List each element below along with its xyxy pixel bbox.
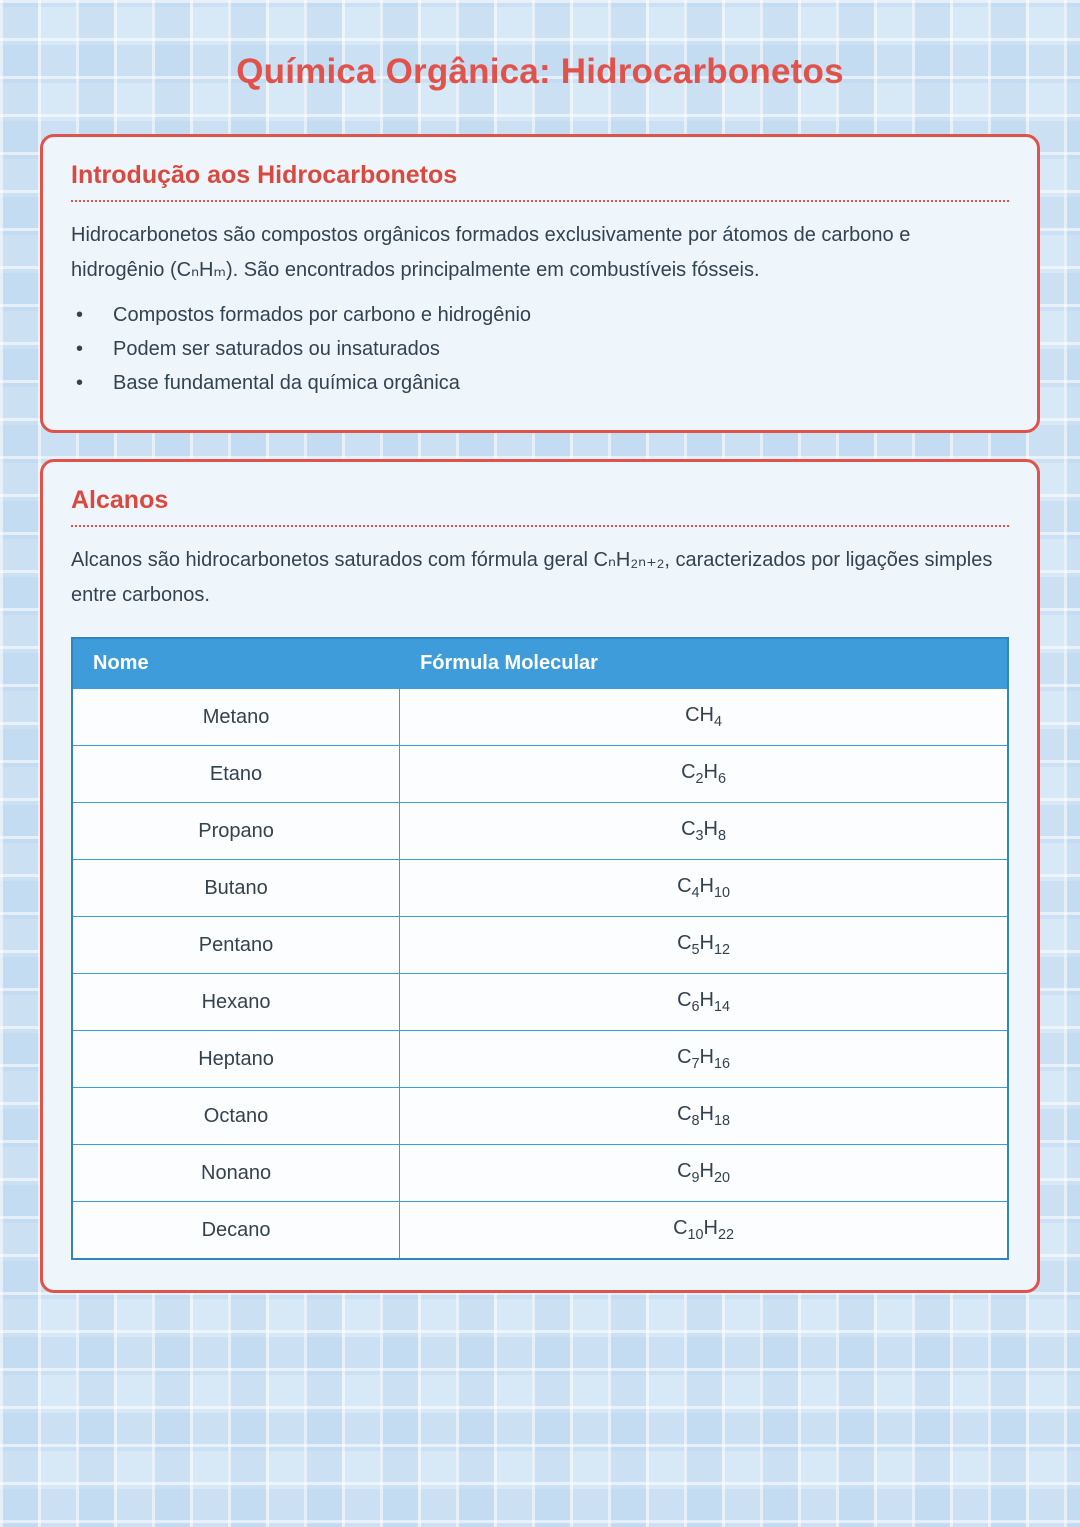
- table-row: [72, 917, 1008, 974]
- alkane-name-cell: Nonano: [72, 1145, 400, 1202]
- alkane-formula-cell: $C_3H_8$: [400, 803, 1008, 860]
- alkane-formula-cell: $C_9H_{20}$: [400, 1145, 1008, 1202]
- table-row: [72, 860, 1008, 917]
- page-title: Química Orgânica: Hidrocarbonetos: [236, 52, 844, 91]
- alkane-name-cell: Butano: [72, 860, 400, 917]
- alcanos-card: [40, 459, 1040, 1293]
- intro-bullet-list: [71, 298, 1009, 400]
- alcanos-paragraph: Alcanos são hidrocarbonetos saturados com fórmula geral CₙH₂ₙ₊₂, caracterizados por ligações simples entre carbonos.: [71, 549, 993, 606]
- alkane-formula-cell: $C_4H_{10}$: [400, 860, 1008, 917]
- bullet-item: • Podem ser saturados ou insaturados: [71, 332, 1009, 366]
- table-row: [72, 803, 1008, 860]
- alkane-name-cell: Decano: [72, 1202, 400, 1260]
- alkane-formula-cell: $C_5H_{12}$: [400, 917, 1008, 974]
- alkane-formula-cell: $CH_4$: [400, 689, 1008, 746]
- alkane-formula-cell: $C_2H_6$: [400, 746, 1008, 803]
- alkane-name-cell: Propano: [72, 803, 400, 860]
- alkane-name-cell: Heptano: [72, 1031, 400, 1088]
- bullet-item: • Base fundamental da química orgânica: [71, 366, 1009, 400]
- alcanos-heading: Alcanos: [71, 486, 1009, 527]
- table-row: [72, 1031, 1008, 1088]
- table-row: [72, 1088, 1008, 1145]
- alkanes-table-body: [72, 689, 1008, 1260]
- table-row: [72, 1202, 1008, 1260]
- table-row: [72, 1145, 1008, 1202]
- intro-heading: Introdução aos Hidrocarbonetos: [71, 161, 1009, 202]
- table-row: [72, 746, 1008, 803]
- alkane-formula-cell: $C_7H_{16}$: [400, 1031, 1008, 1088]
- alkane-name-cell: Octano: [72, 1088, 400, 1145]
- table-row: [72, 974, 1008, 1031]
- alkane-name-cell: Metano: [72, 689, 400, 746]
- alkane-formula-cell: $C_8H_{18}$: [400, 1088, 1008, 1145]
- intro-paragraph: Hidrocarbonetos são compostos orgânicos formados exclusivamente por átomos de carbono e hidrogênio (CₙHₘ). São encontrados principalmente em combustíveis fósseis.: [71, 224, 911, 281]
- table-header-row: [72, 638, 1008, 689]
- alkane-name-cell: Etano: [72, 746, 400, 803]
- alkane-formula-cell: $C_{10}H_{22}$: [400, 1202, 1008, 1260]
- alkanes-table-head: [72, 638, 1008, 689]
- table-header-nome: Nome: [72, 638, 400, 689]
- alkane-formula-cell: $C_6H_{14}$: [400, 974, 1008, 1031]
- alkane-name-cell: Hexano: [72, 974, 400, 1031]
- table-row: [72, 689, 1008, 746]
- alkane-name-cell: Pentano: [72, 917, 400, 974]
- intro-card: [40, 134, 1040, 433]
- alkanes-table: [71, 637, 1009, 1260]
- bullet-item: • Compostos formados por carbono e hidrogênio: [71, 298, 1009, 332]
- table-header-formula: Fórmula Molecular: [400, 638, 1008, 689]
